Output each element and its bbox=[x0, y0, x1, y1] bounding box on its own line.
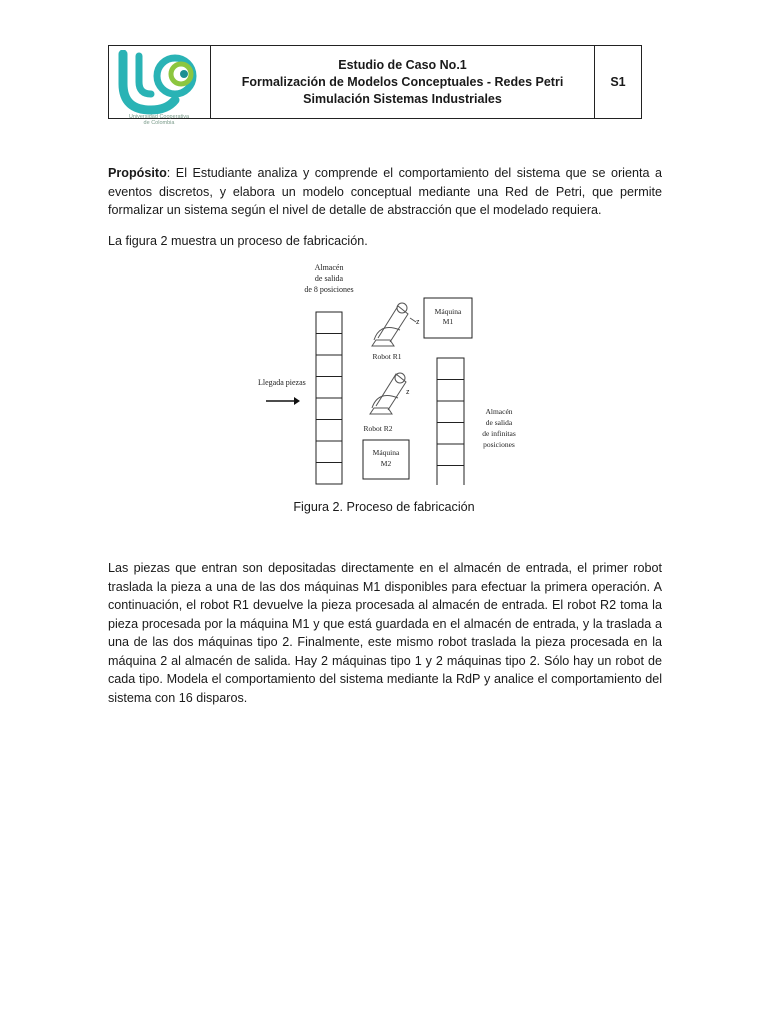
machine-m1-label-1: Máquina bbox=[434, 307, 462, 316]
robot-r1-icon bbox=[372, 303, 416, 346]
header-title-line-1: Estudio de Caso No.1 bbox=[338, 57, 467, 72]
store-right-label-1: Almacén bbox=[485, 407, 513, 416]
header-title-line-2: Formalización de Modelos Conceptuales - Redes Petri bbox=[241, 74, 564, 89]
university-logo-icon bbox=[117, 50, 203, 116]
document-header bbox=[108, 45, 642, 126]
right-store-slot bbox=[437, 423, 464, 445]
left-store-slot bbox=[316, 312, 342, 334]
left-store-slot bbox=[316, 355, 342, 377]
machine-m1-label-2: M1 bbox=[442, 317, 454, 326]
intro-paragraph: La figura 2 muestra un proceso de fabricación. bbox=[108, 234, 368, 248]
logo-text-2: de Colombia bbox=[143, 120, 175, 126]
robot-r1-label: Robot R1 bbox=[372, 352, 402, 361]
logo-text-1: Universidad Cooperativa bbox=[128, 114, 190, 120]
rotation-mark-1: z bbox=[416, 319, 420, 326]
left-store-slot bbox=[316, 420, 342, 442]
store-right-label-4: posiciones bbox=[483, 440, 515, 449]
machine-m2-label-2: M2 bbox=[380, 459, 392, 468]
store-right-label-2: de salida bbox=[485, 418, 513, 427]
arrival-label: Llegada piezas bbox=[258, 378, 306, 387]
left-store-slot bbox=[316, 377, 342, 399]
body-paragraph: Las piezas que entran son depositadas directamente en el almacén de entrada, el primer robot traslada la pieza a una de las dos máquinas M1 disponibles para efectuar la primera operación. A continuación, el robot R1 devuelve la pieza procesada al almacén de entrada. El robot R2 toma la pieza procesada por la máquina M1 y que está guardada en el almacén de entrada, y la traslada a una de las dos máquinas tipo 2. Finalmente, este mismo robot traslada la pieza procesada en la máquina 2 al almacén de salida. Hay 2 máquinas tipo 1 y 2 máquinas tipo 2. Sólo hay un robot de cada tipo. Modela el comportamiento del sistema mediante la RdP y analice el comportamiento del sistema con 16 disparos. bbox=[108, 561, 662, 705]
left-store-slot bbox=[316, 441, 342, 463]
machine-m2-label-1: Máquina bbox=[372, 448, 400, 457]
figure-caption: Figura 2. Proceso de fabricación bbox=[293, 500, 475, 514]
header-title-line-3: Simulación Sistemas Industriales bbox=[303, 91, 502, 106]
right-store-slot bbox=[437, 466, 464, 486]
purpose-text: : El Estudiante analiza y comprende el comportamiento del sistema que se orienta a eventos discretos, y elabora un modelo conceptual mediante una Red de Petri, que permite formalizar un sistema según el nivel de detalle de abstracción que el modelado requiera. bbox=[108, 166, 662, 217]
robot-r2-icon bbox=[370, 373, 406, 414]
left-store-slot bbox=[316, 334, 342, 356]
logo-cell bbox=[109, 46, 211, 126]
manufacturing-figure bbox=[250, 260, 530, 485]
right-store-slot bbox=[437, 380, 464, 402]
store-left-label-3: de 8 posiciones bbox=[304, 285, 354, 294]
rotation-mark-2: z bbox=[406, 389, 410, 396]
header-title bbox=[211, 46, 595, 118]
purpose-paragraph bbox=[108, 164, 662, 220]
store-left-label-1: Almacén bbox=[314, 263, 344, 272]
arrival-arrow-icon bbox=[266, 397, 300, 405]
output-store bbox=[437, 358, 464, 485]
left-store-slot bbox=[316, 398, 342, 420]
robot-r2-label: Robot R2 bbox=[363, 424, 393, 433]
left-store-slot bbox=[316, 463, 342, 485]
right-store-slot bbox=[437, 444, 464, 466]
input-store bbox=[316, 312, 342, 484]
store-left-label-2: de salida bbox=[314, 274, 344, 283]
right-store-slot bbox=[437, 358, 464, 380]
store-right-label-3: de infinitas bbox=[482, 429, 516, 438]
header-code: S1 bbox=[610, 75, 626, 89]
purpose-label: Propósito bbox=[108, 166, 167, 180]
right-store-slot bbox=[437, 401, 464, 423]
